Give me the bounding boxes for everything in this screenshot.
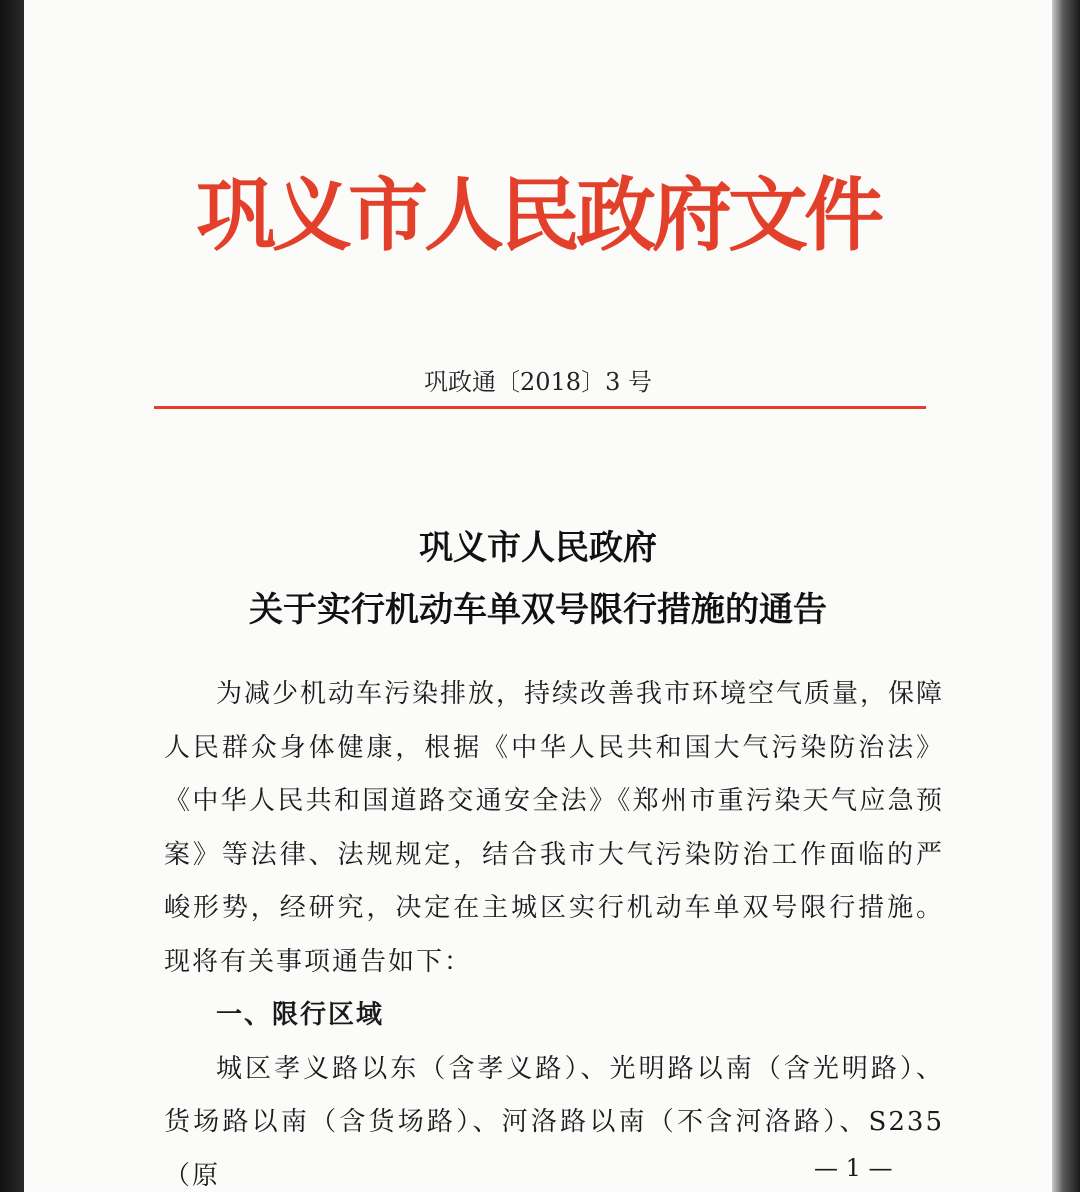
page-number: — 1 —	[814, 1154, 893, 1182]
document-number: 巩政通〔2018〕3 号	[424, 368, 652, 396]
notice-title-line2: 关于实行机动车单双号限行措施的通告	[249, 590, 827, 630]
page-edge-shadow-left	[0, 0, 24, 1192]
section-paragraph-restricted-area: 城区孝义路以东（含孝义路）、光明路以南（含光明路）、货场路以南（含货场路）、河洛路以南（不含河洛路）、S235（原	[164, 1053, 944, 1191]
page-edge-shadow-right	[1052, 0, 1080, 1192]
notice-title-line1: 巩义市人民政府	[419, 528, 657, 568]
document-body	[164, 668, 944, 1192]
issuer-header: 巩义市人民政府文件	[196, 168, 880, 262]
document-page	[24, 0, 1052, 1192]
intro-paragraph: 为减少机动车污染排放，持续改善我市环境空气质量，保障人民群众身体健康，根据《中华人民共和国大气污染防治法》《中华人民共和国道路交通安全法》《郑州市重污染天气应急预案》等法律、法规规定，结合我市大气污染防治工作面临的严峻形势，经研究，决定在主城区实行机动车单双号限行措施。现将有关事项通告如下：	[164, 679, 945, 977]
section-heading-restricted-area: 一、限行区域	[216, 1000, 385, 1030]
red-separator-line	[154, 406, 926, 409]
